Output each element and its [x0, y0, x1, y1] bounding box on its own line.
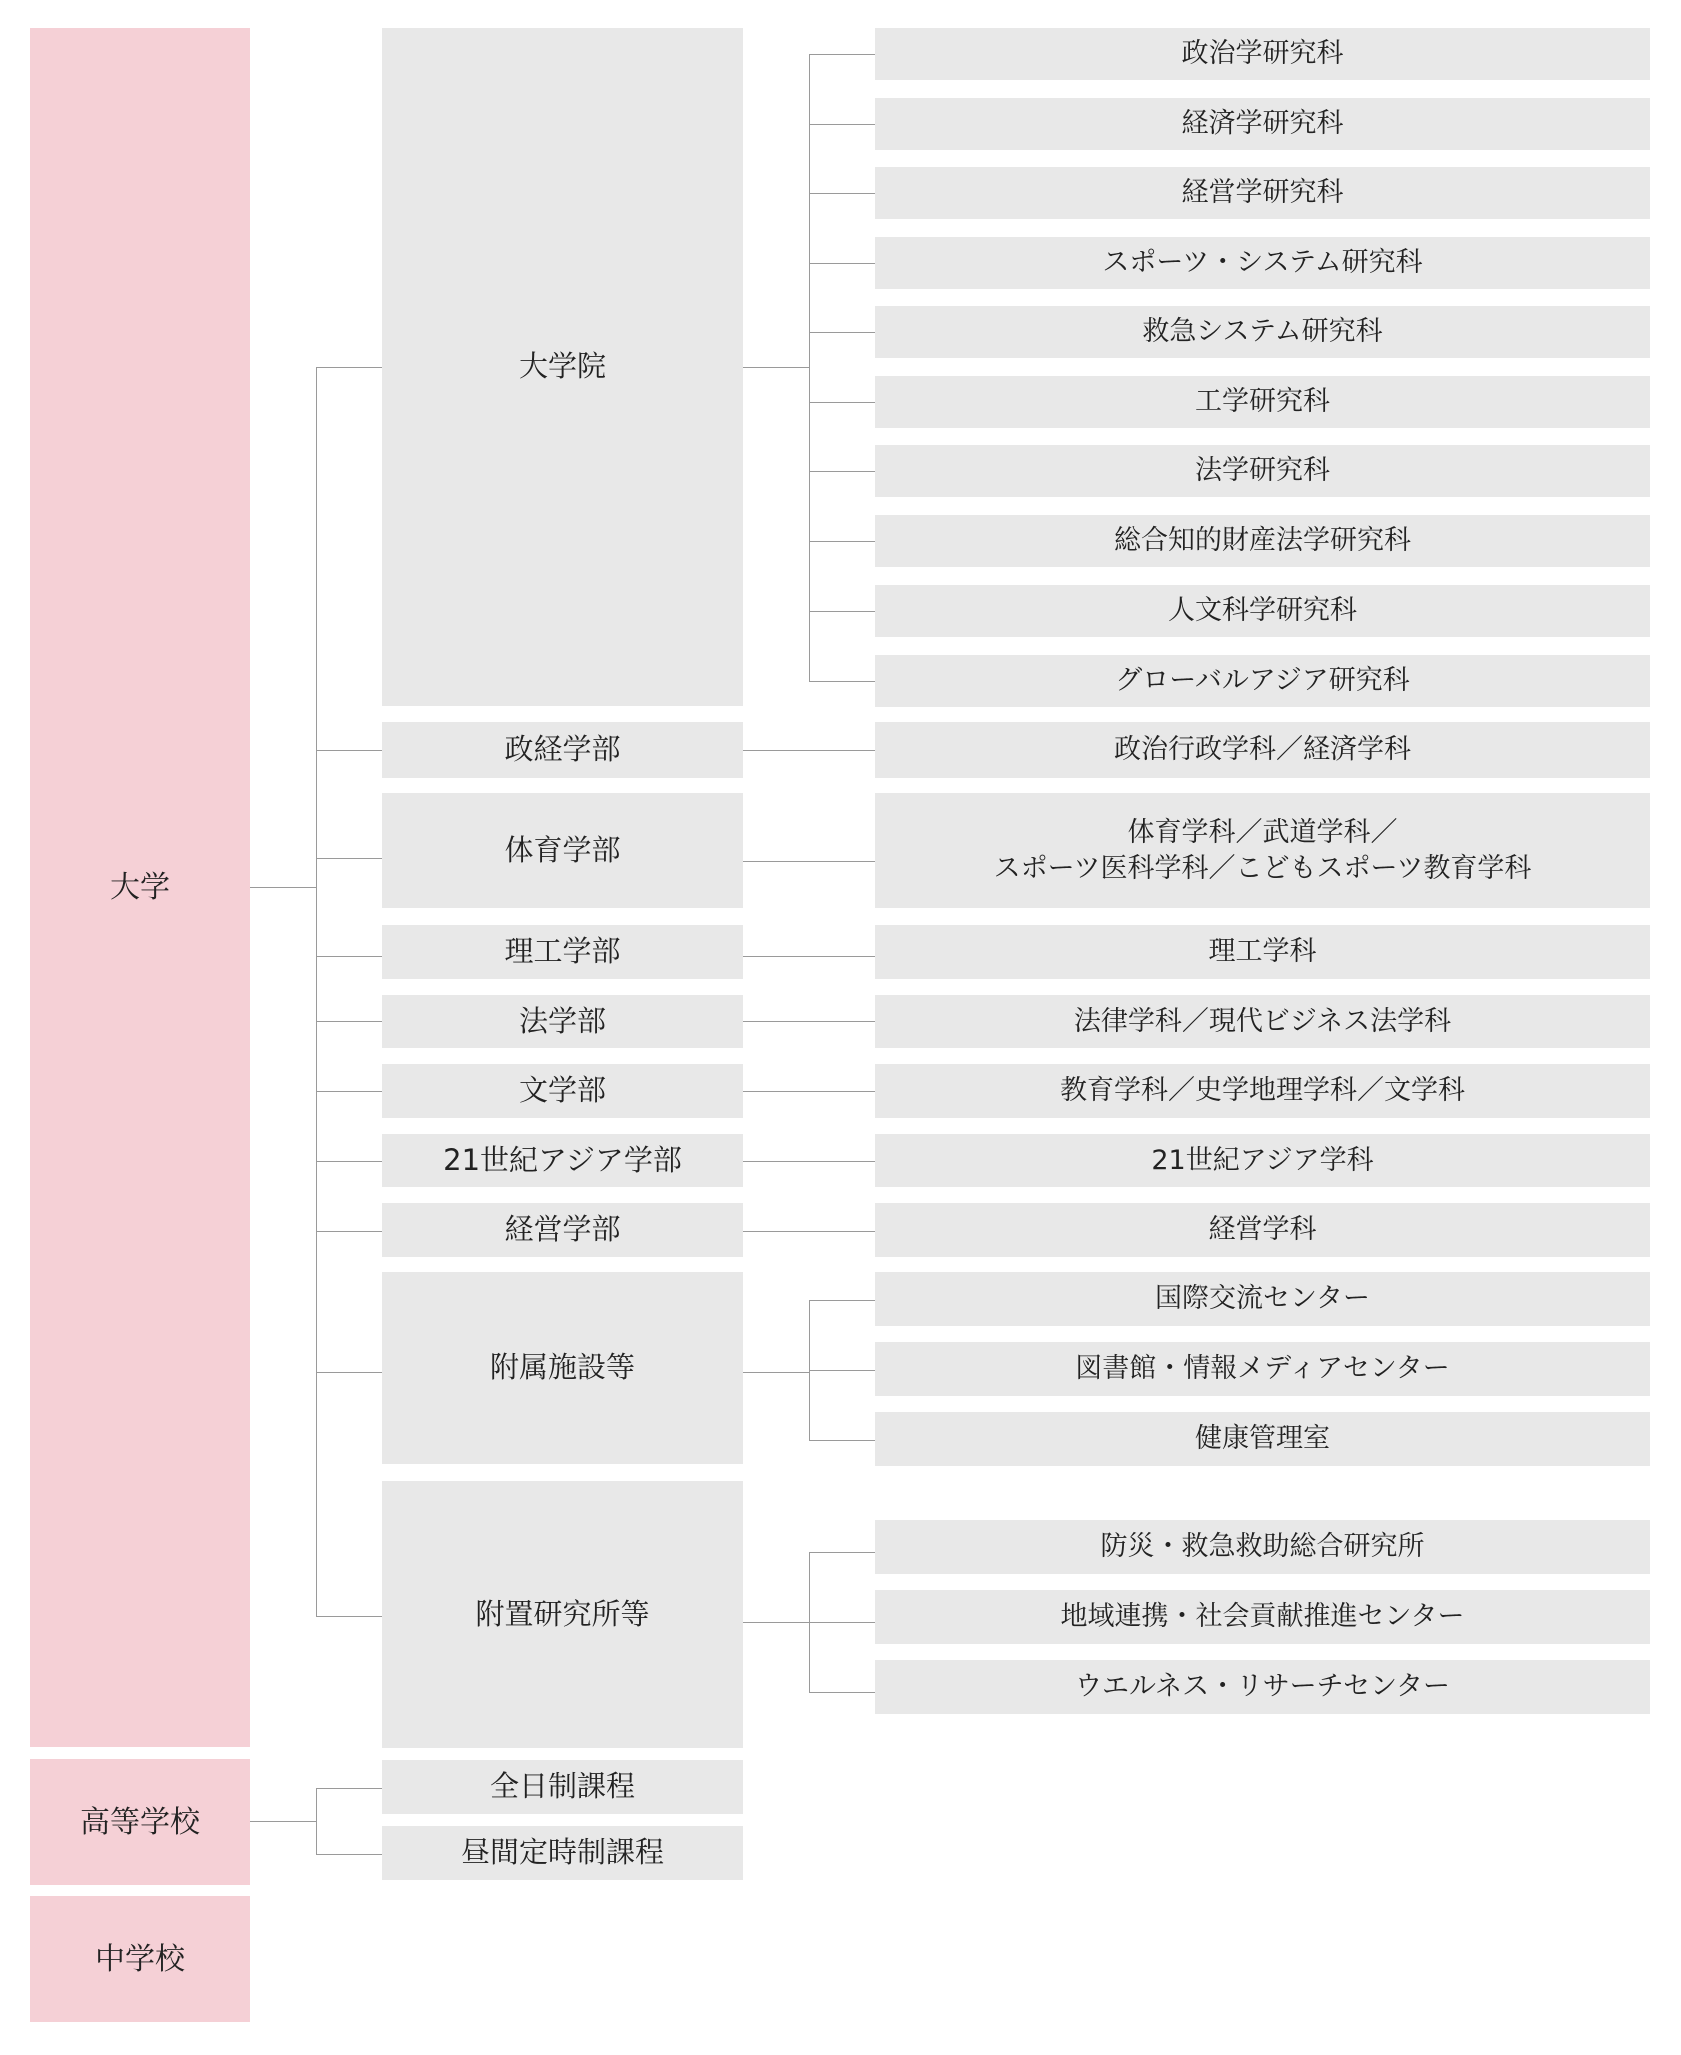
connector-facilities — [316, 1372, 382, 1373]
connector-letters — [316, 1091, 382, 1092]
faculty-law-box: 法学部 — [382, 995, 743, 1048]
connector-dept-pol-econ — [743, 750, 875, 751]
dept-phys-ed-line-1: 体育学科／武道学科／ — [1127, 817, 1398, 849]
dept-phys-ed-box — [875, 793, 1650, 908]
connector-day-night — [316, 1854, 382, 1855]
grad-program-box: 人文科学研究科 — [875, 585, 1650, 637]
facility-box: 健康管理室 — [875, 1412, 1650, 1466]
grad-program-box: 経済学研究科 — [875, 98, 1650, 150]
grad-program-box: 法学研究科 — [875, 445, 1650, 497]
connector-grad-10 — [809, 681, 875, 682]
dept-letters-box: 教育学科／史学地理学科／文学科 — [875, 1064, 1650, 1118]
grad-program-box: 政治学研究科 — [875, 28, 1650, 80]
faculty-pol-econ-box: 政経学部 — [382, 722, 743, 778]
facility-box: 図書館・情報メディアセンター — [875, 1342, 1650, 1396]
grad-program-box: 工学研究科 — [875, 376, 1650, 428]
connector-graduate-school — [316, 367, 382, 368]
faculty-21c-asia-box: 21世紀アジア学部 — [382, 1134, 743, 1187]
connector-dept-phys-ed — [743, 861, 875, 862]
connector-phys-ed — [316, 858, 382, 859]
faculty-letters-box: 文学部 — [382, 1064, 743, 1118]
course-day-night-box: 昼間定時制課程 — [382, 1826, 743, 1880]
faculty-phys-ed-box: 体育学部 — [382, 793, 743, 908]
grad-program-box: 経営学研究科 — [875, 167, 1650, 219]
connector-sci-eng — [316, 956, 382, 957]
connector-facility-2 — [809, 1370, 875, 1371]
connector-institutes — [316, 1616, 382, 1617]
high-school-box: 高等学校 — [30, 1759, 250, 1885]
connector-institute-2 — [809, 1622, 875, 1623]
connector-university-spine — [316, 367, 317, 1616]
grad-program-box: グローバルアジア研究科 — [875, 655, 1650, 707]
grad-program-box: 救急システム研究科 — [875, 306, 1650, 358]
institute-box: ウエルネス・リサーチセンター — [875, 1660, 1650, 1714]
connector-grad-programs — [743, 367, 809, 368]
connector-grad-7 — [809, 471, 875, 472]
connector-dept-law — [743, 1021, 875, 1022]
connector-institute-3 — [809, 1692, 875, 1693]
connector-business — [316, 1231, 382, 1232]
graduate-school-box: 大学院 — [382, 28, 743, 706]
connector-pol-econ — [316, 750, 382, 751]
connector-high-school-spine — [316, 1788, 317, 1854]
facility-box: 国際交流センター — [875, 1272, 1650, 1326]
faculty-business-box: 経営学部 — [382, 1203, 743, 1257]
connector-dept-letters — [743, 1091, 875, 1092]
connector-grad-4 — [809, 263, 875, 264]
university-box: 大学 — [30, 28, 250, 1747]
dept-21c-asia-box: 21世紀アジア学科 — [875, 1134, 1650, 1187]
connector-grad-spine — [809, 54, 810, 681]
dept-business-box: 経営学科 — [875, 1203, 1650, 1257]
course-full-time-box: 全日制課程 — [382, 1760, 743, 1814]
affiliated-facilities-box: 附属施設等 — [382, 1272, 743, 1464]
connector-institute-1 — [809, 1552, 875, 1553]
connector-grad-1 — [809, 54, 875, 55]
dept-pol-econ-box: 政治行政学科／経済学科 — [875, 722, 1650, 778]
connector-facility-1 — [809, 1300, 875, 1301]
connector-dept-business — [743, 1231, 875, 1232]
grad-program-box: スポーツ・システム研究科 — [875, 237, 1650, 289]
institute-box: 防災・救急救助総合研究所 — [875, 1520, 1650, 1574]
connector-grad-5 — [809, 332, 875, 333]
grad-program-box: 総合知的財産法学研究科 — [875, 515, 1650, 567]
connector-law — [316, 1021, 382, 1022]
dept-phys-ed-line-2: スポーツ医科学科／こどもスポーツ教育学科 — [993, 852, 1532, 884]
dept-law-box: 法律学科／現代ビジネス法学科 — [875, 995, 1650, 1048]
institute-box: 地域連携・社会貢献推進センター — [875, 1590, 1650, 1644]
connector-high-school — [250, 1821, 316, 1822]
faculty-sci-eng-box: 理工学部 — [382, 925, 743, 979]
connector-21c-asia — [316, 1161, 382, 1162]
connector-grad-3 — [809, 193, 875, 194]
connector-facilities-branch — [743, 1372, 809, 1373]
connector-institutes-branch — [743, 1622, 809, 1623]
connector-grad-9 — [809, 611, 875, 612]
dept-sci-eng-box: 理工学科 — [875, 925, 1650, 979]
junior-high-box: 中学校 — [30, 1896, 250, 2022]
connector-dept-sci-eng — [743, 956, 875, 957]
connector-grad-8 — [809, 541, 875, 542]
connector-grad-6 — [809, 402, 875, 403]
research-institutes-box: 附置研究所等 — [382, 1481, 743, 1748]
connector-facility-3 — [809, 1440, 875, 1441]
connector-university — [250, 887, 316, 888]
connector-grad-2 — [809, 124, 875, 125]
connector-full-time — [316, 1788, 382, 1789]
connector-dept-21c-asia — [743, 1161, 875, 1162]
